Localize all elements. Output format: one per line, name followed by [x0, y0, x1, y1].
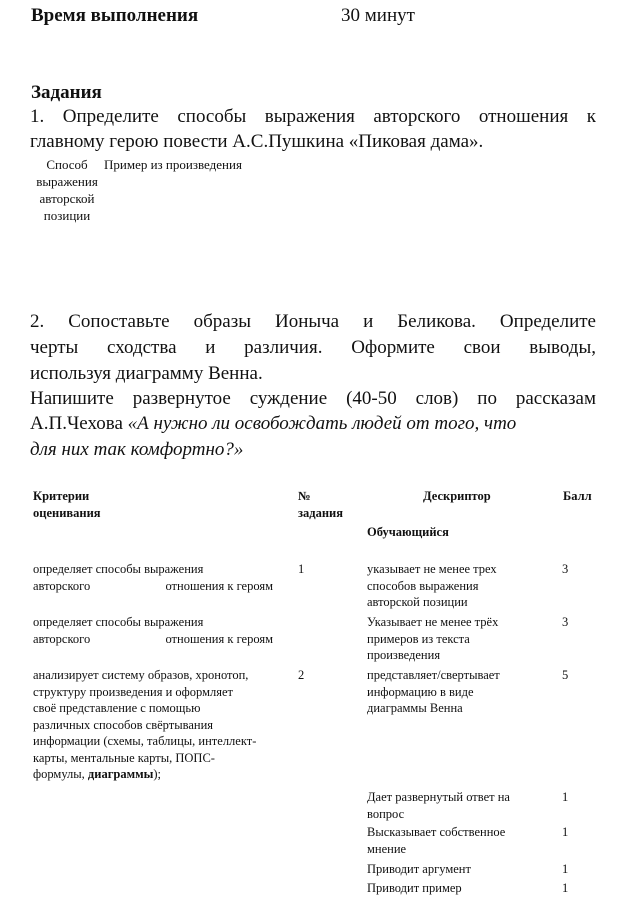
table-row-1-descriptor	[367, 561, 497, 611]
descriptor-argument: Приводит аргумент	[367, 862, 471, 876]
task-number-header	[298, 488, 343, 521]
descriptor-line: представляет/свертывает	[367, 668, 500, 682]
descriptor-line: вопрос	[367, 806, 405, 821]
time-label: Время выполнения	[31, 5, 199, 26]
criteria-line: различных способов свёртывания	[33, 717, 214, 732]
descriptor-line: примеров из текста	[367, 631, 470, 646]
method-header-line: авторской	[39, 191, 95, 206]
descriptor-line: диаграммы Венна	[367, 701, 463, 715]
criteria-line	[33, 578, 273, 595]
task1-line1: 1. Определите способы выражения авторского отношения к	[30, 106, 596, 127]
criteria-header-line: Критерии	[33, 489, 90, 503]
learner-subheader: Обучающийся	[367, 525, 449, 539]
descriptor-line: информацию в виде	[367, 684, 474, 699]
score-detailed-answer: 1	[562, 790, 569, 804]
criteria-line: своё представление с помощью	[33, 701, 201, 715]
score-own-opinion: 1	[562, 825, 569, 839]
descriptor-line: Дает развернутый ответ на	[367, 790, 510, 804]
tasks-heading: Задания	[31, 82, 102, 103]
task2-line2: черты сходства и различия. Оформите свои выводы,	[30, 337, 596, 358]
descriptor-line: указывает не менее трех	[367, 562, 497, 576]
table-row-3-criteria	[33, 667, 256, 783]
criteria-header	[33, 488, 101, 521]
table-row-3-score: 5	[562, 668, 569, 682]
score-argument: 1	[562, 862, 569, 876]
method-header-line: позиции	[43, 208, 91, 223]
method-header-line: Способ	[46, 157, 88, 172]
criteria-line: определяет способы выражения	[33, 562, 204, 576]
table-row-1-task: 1	[298, 562, 305, 576]
criteria-word: авторского	[33, 578, 91, 593]
table-row-2-criteria	[33, 614, 273, 647]
descriptor-line: мнение	[367, 841, 407, 856]
time-value: 30 минут	[341, 5, 415, 26]
descriptor-example: Приводит пример	[367, 881, 462, 895]
descriptor-line: произведения	[367, 648, 441, 662]
table-row-1-criteria	[33, 561, 273, 594]
criteria-line: определяет способы выражения	[33, 615, 204, 629]
descriptor-line: авторской позиции	[367, 595, 468, 609]
table-row-2-descriptor	[367, 614, 498, 664]
score-header: Балл	[563, 489, 592, 503]
criteria-word: авторского	[33, 631, 91, 646]
descriptor-own-opinion	[367, 824, 505, 857]
task2-line4: Напишите развернутое суждение (40-50 слов) по рассказам	[30, 388, 596, 409]
table-row-3-descriptor	[367, 667, 500, 717]
task2-line1: 2. Сопоставьте образы Ионыча и Беликова. Определите	[30, 311, 596, 332]
task2-quote-part1: «А нужно ли освобождать людей от того, что	[127, 413, 517, 434]
criteria-line: структуру произведения и оформляет	[33, 684, 233, 699]
descriptor-line: Указывает не менее трёх	[367, 615, 499, 629]
criteria-word: отношения к героям	[165, 631, 273, 646]
criteria-line	[33, 631, 273, 648]
score-example: 1	[562, 881, 569, 895]
criteria-tail: );	[153, 767, 162, 781]
table-row-1-score: 3	[562, 562, 569, 576]
method-column-header	[31, 156, 103, 224]
criteria-bold-word: диаграммы	[87, 767, 154, 781]
task2-quote-part2: для них так комфортно?»	[30, 439, 244, 460]
criteria-line: анализирует систему образов, хронотоп,	[33, 668, 249, 682]
task2-line5-prefix: А.П.Чехова	[30, 413, 128, 434]
descriptor-line: способов выражения	[367, 578, 479, 593]
table-row-3-task: 2	[298, 668, 305, 682]
descriptor-detailed-answer	[367, 789, 510, 822]
task2-line3: используя диаграмму Венна.	[30, 363, 263, 384]
criteria-line	[33, 766, 256, 783]
task-number-header-line: №	[298, 489, 311, 503]
descriptor-header: Дескриптор	[423, 489, 491, 503]
task-number-header-line: задания	[298, 505, 344, 520]
table-row-2-score: 3	[562, 615, 569, 629]
example-column-header: Пример из произведения	[104, 157, 242, 172]
descriptor-line: Высказывает собственное	[367, 825, 506, 839]
task2-line5	[30, 413, 596, 435]
method-header-line: выражения	[36, 174, 98, 189]
criteria-header-line: оценивания	[33, 505, 101, 520]
criteria-line: карты, ментальные карты, ПОПС-	[33, 750, 215, 765]
criteria-line: информации (схемы, таблицы, интеллект-	[33, 734, 257, 748]
criteria-word: отношения к героям	[165, 578, 273, 593]
task1-line2: главному герою повести А.С.Пушкина «Пиковая дама».	[30, 131, 484, 152]
criteria-text: формулы,	[33, 767, 88, 781]
